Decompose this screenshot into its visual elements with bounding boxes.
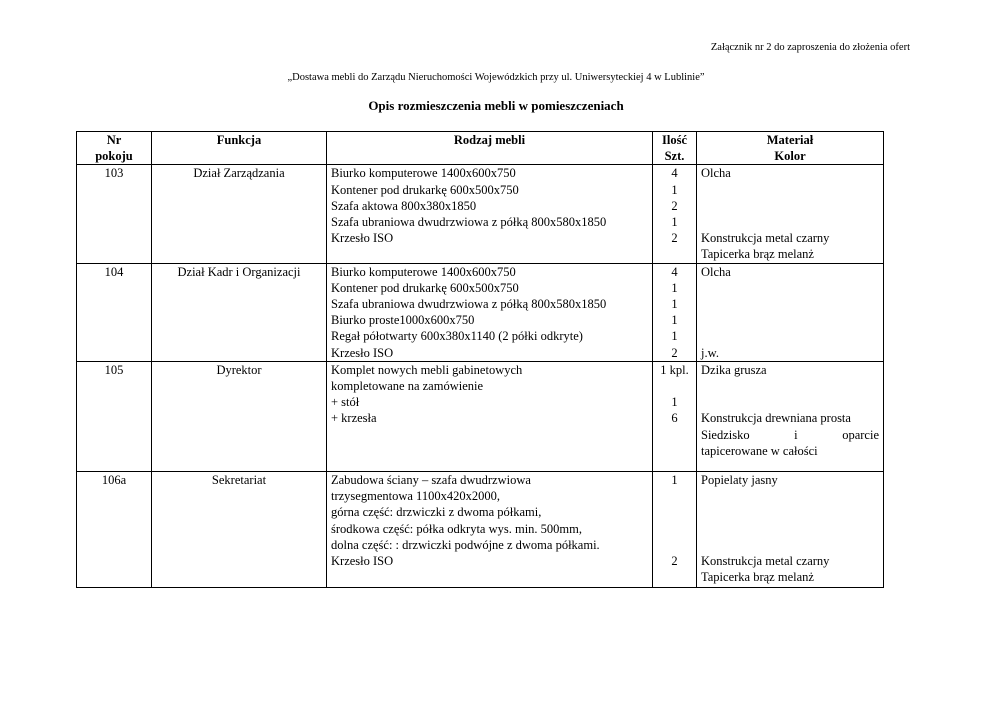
material-value xyxy=(701,394,879,410)
quantity-value: 4 xyxy=(671,264,678,279)
furniture-list xyxy=(327,263,653,361)
header-ilosc: Ilość Szt. xyxy=(653,132,697,165)
furniture-item: Komplet nowych mebli gabinetowych xyxy=(331,362,523,377)
room-number: 105 xyxy=(77,361,152,471)
furniture-item: środkowa część: półka odkryta wys. min. 500mm, xyxy=(331,521,582,536)
material-value xyxy=(701,280,879,296)
furniture-item: Krzesło ISO xyxy=(331,554,394,568)
furniture-item xyxy=(331,569,648,585)
material-value: Olcha xyxy=(701,264,731,279)
quantity-value xyxy=(655,537,694,553)
material-value xyxy=(701,328,879,344)
material-list xyxy=(697,263,884,361)
material-list xyxy=(697,165,884,263)
room-function: Dyrektor xyxy=(152,361,327,471)
table-row xyxy=(77,471,884,587)
material-value xyxy=(701,214,879,230)
table-header-row xyxy=(77,132,884,165)
material-value xyxy=(701,198,879,214)
quantity-value: 4 xyxy=(671,166,678,181)
furniture-item: + krzesła xyxy=(331,411,377,426)
furniture-item: Krzesło ISO xyxy=(331,231,394,246)
table-row xyxy=(77,165,884,263)
furniture-item xyxy=(331,443,648,459)
material-value: j.w. xyxy=(701,345,719,360)
quantity-value: 1 xyxy=(671,280,678,295)
material-value xyxy=(701,312,879,328)
quantity-value xyxy=(655,521,694,537)
room-number: 104 xyxy=(77,263,152,361)
header-nr: Nr pokoju xyxy=(77,132,152,165)
room-function: Dział Zarządzania xyxy=(152,165,327,263)
quantity-value: 1 xyxy=(671,313,678,328)
header-rodzaj: Rodzaj mebli xyxy=(327,132,653,165)
room-number: 106a xyxy=(77,471,152,587)
quantity-value xyxy=(655,246,694,262)
quantity-value: 1 kpl. xyxy=(660,362,689,377)
quantity-value xyxy=(655,488,694,504)
furniture-item: Biurko proste1000x600x750 xyxy=(331,313,475,328)
furniture-item xyxy=(331,427,648,443)
material-value: Tapicerka brąz melanż xyxy=(701,570,814,585)
table-row xyxy=(77,361,884,471)
quantity-value: 1 xyxy=(671,472,678,487)
quantity-value: 1 xyxy=(671,395,678,410)
header-funkcja: Funkcja xyxy=(152,132,327,165)
furniture-item: Biurko komputerowe 1400x600x750 xyxy=(331,166,516,181)
quantity-value xyxy=(655,378,694,394)
material-value: Siedzisko i oparcie xyxy=(701,427,879,442)
header-material: Materiał Kolor xyxy=(697,132,884,165)
document-title: Opis rozmieszczenia mebli w pomieszczeniach xyxy=(368,98,624,113)
room-number: 103 xyxy=(77,165,152,263)
material-value: Popielaty jasny xyxy=(701,472,778,487)
quantity-value: 6 xyxy=(671,411,678,426)
quantity-value xyxy=(655,443,694,459)
quantity-list xyxy=(653,361,697,471)
material-value xyxy=(701,182,879,198)
annex-note: Załącznik nr 2 do zaproszenia do złożenia ofert xyxy=(710,42,910,53)
material-value: tapicerowane w całości xyxy=(701,443,818,458)
quantity-value xyxy=(655,569,694,585)
furniture-item xyxy=(331,246,648,262)
furniture-list xyxy=(327,361,653,471)
material-value: Olcha xyxy=(701,166,731,181)
material-value: Tapicerka brąz melanż xyxy=(701,247,814,262)
furniture-item: Regał półotwarty 600x380x1140 (2 półki odkryte) xyxy=(331,329,583,344)
furniture-item: Szafa ubraniowa dwudrzwiowa z półką 800x580x1850 xyxy=(331,296,607,311)
quantity-list xyxy=(653,471,697,587)
material-value xyxy=(701,504,879,520)
material-value xyxy=(701,521,879,537)
material-list xyxy=(697,471,884,587)
furniture-list xyxy=(327,165,653,263)
furniture-item: Kontener pod drukarkę 600x500x750 xyxy=(331,280,519,295)
material-value xyxy=(701,296,879,312)
subject-line: „Dostawa mebli do Zarządu Nieruchomości Wojewódzkich przy ul. Uniwersyteckiej 4 w Lublinie” xyxy=(287,72,705,83)
furniture-item: górna część: drzwiczki z dwoma półkami, xyxy=(331,505,542,520)
furniture-item: Krzesło ISO xyxy=(331,345,394,360)
furniture-item: + stół xyxy=(331,395,360,410)
quantity-value xyxy=(655,504,694,520)
furniture-list xyxy=(327,471,653,587)
furniture-item: trzysegmentowa 1100x420x2000, xyxy=(331,489,500,504)
table-row xyxy=(77,263,884,361)
quantity-value: 1 xyxy=(671,296,678,311)
material-value xyxy=(701,488,879,504)
quantity-value xyxy=(655,427,694,443)
material-value: Konstrukcja metal czarny xyxy=(701,553,830,568)
furniture-item: Biurko komputerowe 1400x600x750 xyxy=(331,264,516,279)
quantity-value: 2 xyxy=(671,553,678,568)
quantity-value: 2 xyxy=(671,198,678,213)
quantity-value: 2 xyxy=(671,345,678,360)
material-value xyxy=(701,378,879,394)
room-function: Sekretariat xyxy=(152,471,327,587)
quantity-value: 1 xyxy=(671,329,678,344)
room-function: Dział Kadr i Organizacji xyxy=(152,263,327,361)
material-value xyxy=(701,537,879,553)
furniture-item: Kontener pod drukarkę 600x500x750 xyxy=(331,182,519,197)
quantity-value: 1 xyxy=(671,214,678,229)
furniture-item: dolna część: : drzwiczki podwójne z dwoma półkami. xyxy=(331,537,600,552)
furniture-item: Szafa ubraniowa dwudrzwiowa z półką 800x580x1850 xyxy=(331,214,607,229)
quantity-value: 2 xyxy=(671,231,678,246)
furniture-item: kompletowane na zamówienie xyxy=(331,379,484,393)
quantity-list xyxy=(653,165,697,263)
furniture-table xyxy=(76,131,884,588)
material-list xyxy=(697,361,884,471)
material-value: Konstrukcja metal czarny xyxy=(701,231,830,246)
furniture-item: Zabudowa ściany – szafa dwudrzwiowa xyxy=(331,472,531,487)
material-value: Dzika grusza xyxy=(701,362,767,377)
material-value: Konstrukcja drewniana prosta xyxy=(701,411,851,426)
furniture-item: Szafa aktowa 800x380x1850 xyxy=(331,198,477,213)
quantity-value: 1 xyxy=(671,182,678,197)
quantity-list xyxy=(653,263,697,361)
